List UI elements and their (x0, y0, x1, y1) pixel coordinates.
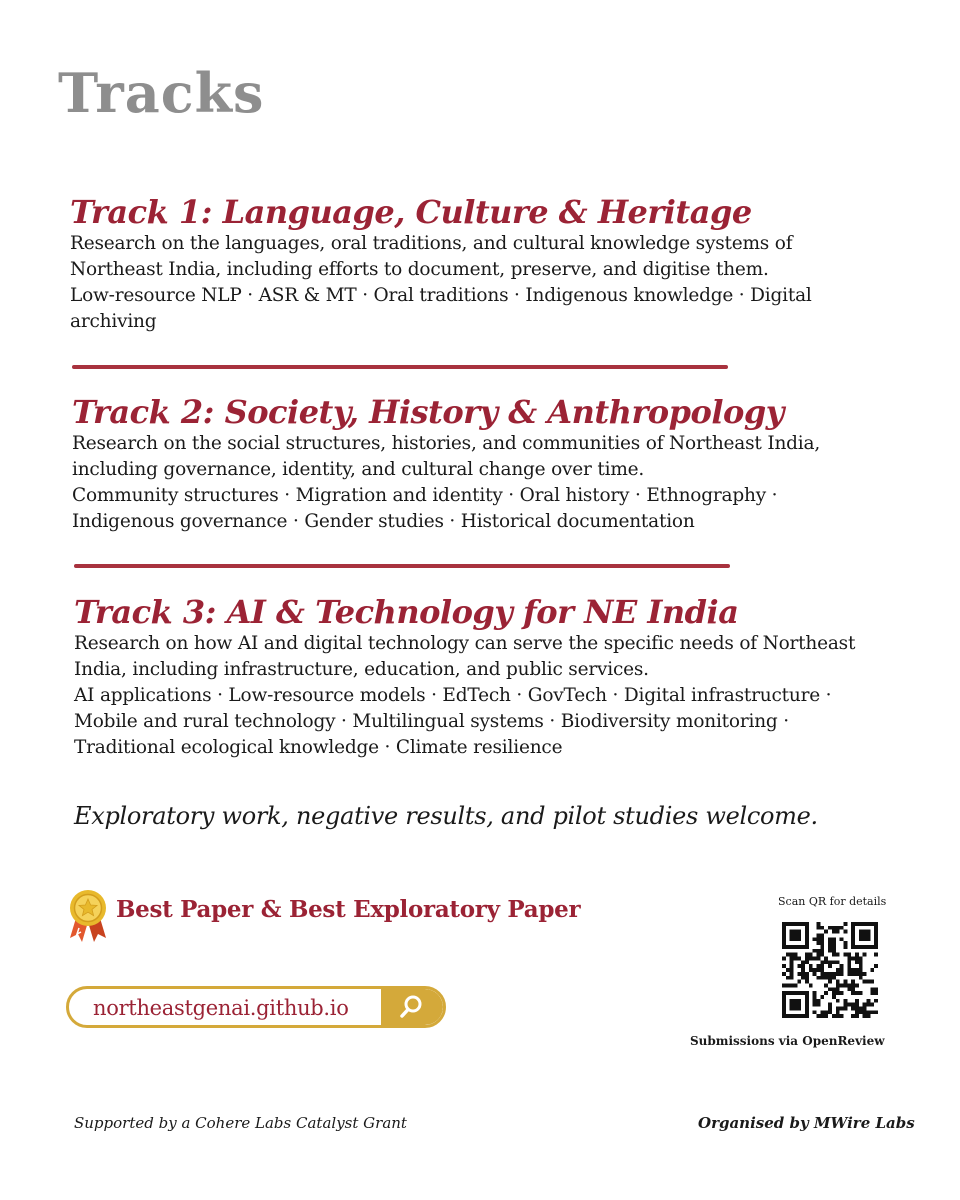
track-2 (72, 394, 882, 535)
track-topics: Low-resource NLP · ASR & MT · Oral traditions · Indigenous knowledge · Digital archiving (70, 284, 812, 332)
track-description: Research on the social structures, histories, and communities of Northeast India, including governance, identity, and cultural change over time. (72, 432, 821, 480)
track-3 (74, 594, 884, 761)
track-topics: AI applications · Low-resource models · EdTech · GovTech · Digital infrastructure · Mobile and rural technology · Multilingual systems · Biodiversity monitoring · Traditional ecological knowledge · Climate resilience (74, 684, 832, 758)
track-divider (72, 365, 728, 369)
track-description: Research on how AI and digital technology can serve the specific needs of Northeast India, including infrastructure, education, and public services. (74, 632, 856, 680)
search-button[interactable] (381, 989, 443, 1025)
track-description: Research on the languages, oral traditions, and cultural knowledge systems of Northeast India, including efforts to document, preserve, and digitise them. (70, 232, 793, 280)
qr-note: Submissions via OpenReview (690, 1034, 885, 1048)
website-url[interactable]: northeastgenai.github.io (93, 996, 349, 1020)
qr-caption: Scan QR for details (778, 895, 887, 908)
qr-code[interactable] (782, 922, 878, 1018)
track-1 (70, 194, 880, 335)
track-title: Track 2: Society, History & Anthropology (72, 393, 784, 431)
website-link[interactable] (66, 986, 446, 1028)
footer-sponsor: Supported by a Cohere Labs Catalyst Grant (74, 1114, 407, 1132)
search-icon (399, 994, 425, 1020)
footer-organiser: Organised by MWire Labs (698, 1114, 915, 1132)
welcome-note: Exploratory work, negative results, and pilot studies welcome. (74, 802, 818, 830)
track-title: Track 3: AI & Technology for NE India (74, 593, 739, 631)
page-title: Tracks (58, 61, 265, 125)
award-label: Best Paper & Best Exploratory Paper (116, 896, 581, 923)
medal-icon (66, 888, 110, 944)
track-title: Track 1: Language, Culture & Heritage (70, 193, 752, 231)
track-topics: Community structures · Migration and identity · Oral history · Ethnography · Indigenous governance · Gender studies · Historical documentation (72, 484, 778, 532)
track-divider (74, 564, 730, 568)
